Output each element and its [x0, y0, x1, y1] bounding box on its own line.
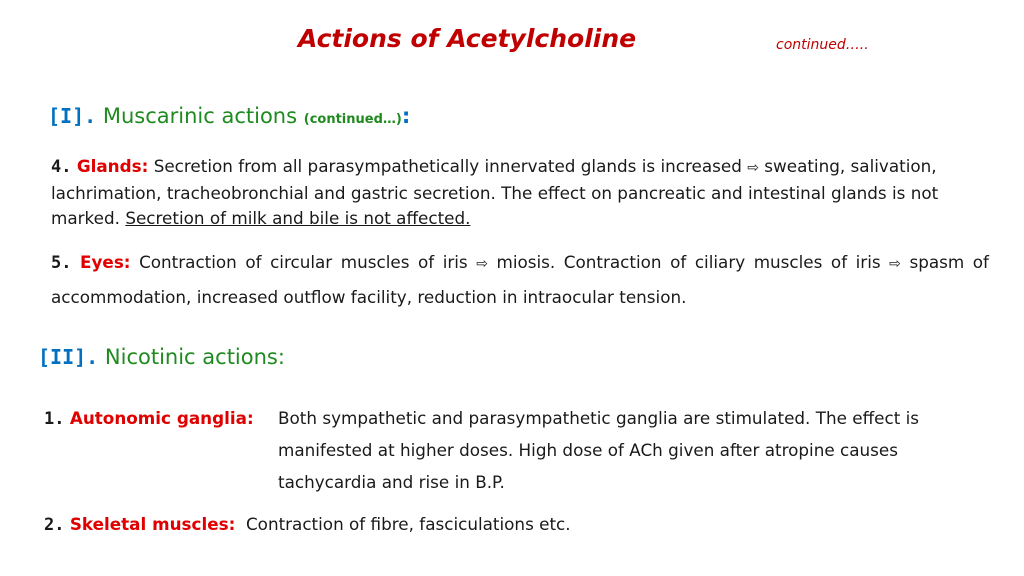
- item-number: 1.: [44, 409, 65, 429]
- item-number: 5.: [51, 253, 72, 273]
- item-label: Glands:: [76, 156, 149, 176]
- section-heading-muscarinic: [48, 104, 410, 128]
- section-number: [I].: [48, 104, 97, 128]
- item-underlined-text: Secretion of milk and bile is not affected.: [125, 208, 471, 228]
- item-eyes: [51, 246, 989, 314]
- section-number: [II].: [38, 345, 99, 369]
- section-title: Nicotinic actions:: [104, 345, 285, 369]
- item-text: sweating, salivation, lachrimation, tracheobronchial and gastric secretion. The effect on pancreatic and intestinal glands is not marked.: [51, 156, 939, 228]
- item-label: Eyes:: [80, 252, 131, 272]
- continued-note: continued…..: [776, 37, 869, 53]
- section-continued-note: (continued…): [303, 112, 402, 127]
- item-number: 2.: [44, 515, 65, 535]
- section-heading-nicotinic: [38, 345, 285, 369]
- item-autonomic-ganglia: [44, 402, 994, 498]
- section-colon: :: [401, 104, 411, 128]
- item-number: 4.: [51, 157, 72, 177]
- item-label: Autonomic ganglia:: [69, 408, 254, 428]
- item-text: miosis. Contraction of ciliary muscles of iris: [496, 252, 881, 272]
- item-skeletal-muscles: [44, 508, 571, 541]
- section-title: Muscarinic actions: [102, 104, 298, 128]
- item-text: Secretion from all parasympathetically innervated glands is increased: [153, 156, 742, 176]
- item-glands: [51, 154, 989, 231]
- item-text: Contraction of circular muscles of iris: [139, 252, 468, 272]
- arrow-icon: ⇨: [476, 256, 488, 272]
- item-lead: [44, 402, 278, 498]
- item-text: spasm of accommodation, increased outflow facility, reduction in intraocular tension.: [51, 252, 989, 307]
- item-text: Both sympathetic and parasympathetic ganglia are stimulated. The effect is manifested at higher doses. High dose of ACh given after atropine causes tachycardia and rise in B.P.: [278, 408, 920, 492]
- arrow-icon: ⇨: [747, 160, 759, 176]
- arrow-icon: ⇨: [889, 256, 901, 272]
- slide-title: Actions of Acetylcholine: [298, 24, 637, 53]
- item-text: Contraction of fibre, fasciculations etc.: [245, 514, 571, 534]
- item-label: Skeletal muscles:: [69, 514, 236, 534]
